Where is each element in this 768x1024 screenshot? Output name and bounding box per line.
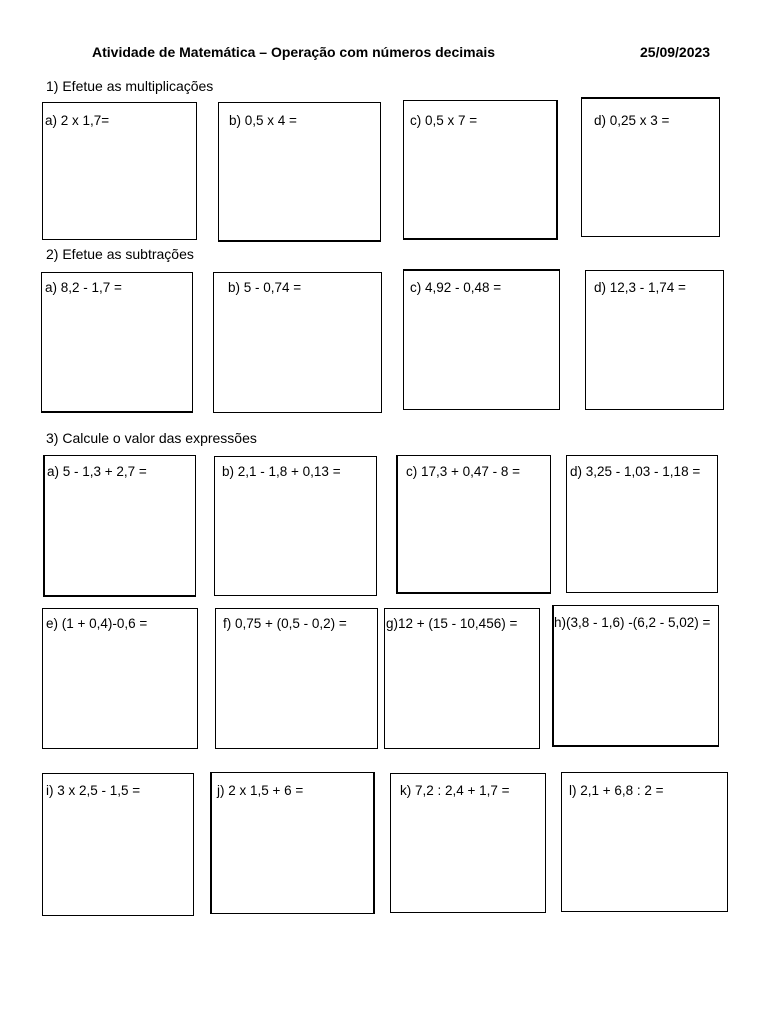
- exercise-label-3f: f) 0,75 + (0,5 - 0,2) =: [223, 616, 347, 631]
- exercise-label-2b: b) 5 - 0,74 =: [228, 280, 302, 295]
- exercise-label-2c: c) 4,92 - 0,48 =: [410, 280, 502, 295]
- answer-box-1b[interactable]: [218, 102, 381, 242]
- answer-box-3k[interactable]: [390, 773, 546, 913]
- exercise-label-3d: d) 3,25 - 1,03 - 1,18 =: [570, 464, 701, 479]
- exercise-label-1c: c) 0,5 x 7 =: [410, 113, 478, 128]
- answer-box-3i[interactable]: [42, 773, 194, 916]
- answer-box-1c[interactable]: [403, 100, 558, 240]
- exercise-label-3j: j) 2 x 1,5 + 6 =: [217, 783, 304, 798]
- answer-box-2b[interactable]: [213, 272, 382, 413]
- section-1-heading: 1) Efetue as multiplicações: [46, 78, 214, 94]
- exercise-label-2a: a) 8,2 - 1,7 =: [45, 280, 122, 295]
- exercise-label-3g: g)12 + (15 - 10,456) =: [386, 616, 518, 631]
- exercise-label-3a: a) 5 - 1,3 + 2,7 =: [47, 464, 147, 479]
- section-3-heading: 3) Calcule o valor das expressões: [46, 430, 257, 446]
- answer-box-3a[interactable]: [43, 455, 196, 597]
- page-date: 25/09/2023: [640, 44, 711, 60]
- answer-box-3e[interactable]: [42, 608, 198, 749]
- answer-box-3g[interactable]: [384, 608, 540, 749]
- exercise-label-1b: b) 0,5 x 4 =: [229, 113, 297, 128]
- page-title: Atividade de Matemática – Operação com números decimais: [92, 44, 496, 60]
- answer-box-3f[interactable]: [215, 608, 378, 749]
- answer-box-3l[interactable]: [561, 772, 728, 912]
- exercise-label-3e: e) (1 + 0,4)-0,6 =: [46, 616, 148, 631]
- answer-box-3b[interactable]: [214, 456, 377, 596]
- answer-box-2d[interactable]: [585, 270, 724, 410]
- exercise-label-3l: l) 2,1 + 6,8 : 2 =: [569, 783, 664, 798]
- exercise-label-3c: c) 17,3 + 0,47 - 8 =: [406, 464, 521, 479]
- exercise-label-3i: i) 3 x 2,5 - 1,5 =: [46, 783, 141, 798]
- answer-box-3j[interactable]: [210, 772, 375, 914]
- answer-box-3c[interactable]: [396, 455, 551, 594]
- answer-box-2c[interactable]: [403, 269, 560, 410]
- exercise-label-3h: h)(3,8 - 1,6) -(6,2 - 5,02) =: [554, 615, 711, 630]
- section-2-heading: 2) Efetue as subtrações: [46, 246, 194, 262]
- exercise-label-1a: a) 2 x 1,7=: [45, 113, 110, 128]
- exercise-label-2d: d) 12,3 - 1,74 =: [594, 280, 686, 295]
- exercise-label-3b: b) 2,1 - 1,8 + 0,13 =: [222, 464, 341, 479]
- answer-box-2a[interactable]: [41, 272, 193, 413]
- answer-box-3h[interactable]: [552, 605, 719, 747]
- exercise-label-3k: k) 7,2 : 2,4 + 1,7 =: [400, 783, 510, 798]
- answer-box-1a[interactable]: [42, 102, 197, 240]
- answer-box-3d[interactable]: [566, 455, 718, 593]
- answer-box-1d[interactable]: [581, 97, 720, 237]
- exercise-label-1d: d) 0,25 x 3 =: [594, 113, 670, 128]
